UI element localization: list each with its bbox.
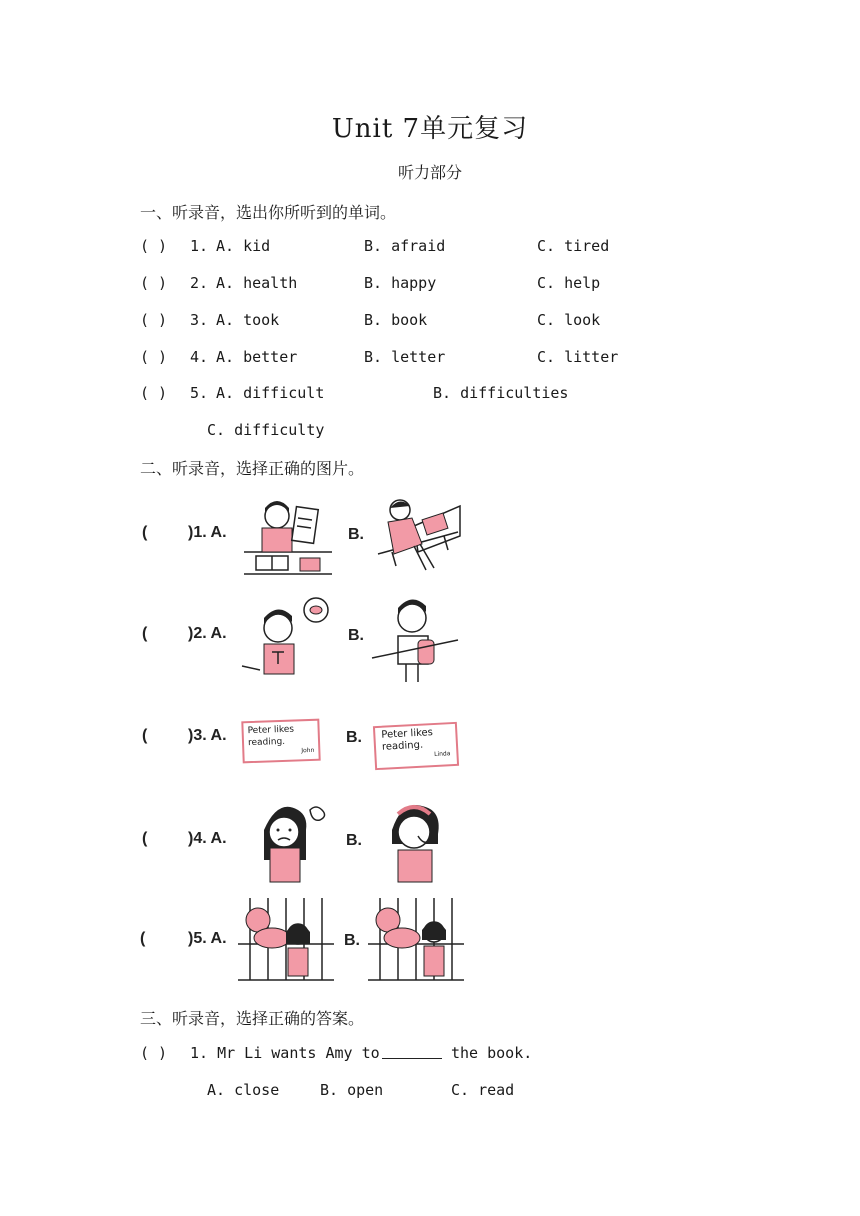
card-line-1: Peter likes: [247, 724, 295, 737]
answer-paren[interactable]: (: [142, 727, 148, 744]
option-c: C. tired: [537, 237, 610, 255]
answer-paren[interactable]: ( ): [140, 311, 168, 329]
item-number-a: )4. A.: [188, 830, 227, 847]
option-b: B. happy: [364, 274, 437, 292]
answer-paren[interactable]: ( ): [140, 1044, 168, 1062]
boy-studying-desk-image[interactable]: [240, 496, 336, 578]
item-number: 2.: [190, 274, 209, 292]
option-b-label: B.: [344, 932, 360, 949]
answer-paren[interactable]: (: [142, 625, 148, 642]
girl-crying-image[interactable]: [382, 800, 462, 884]
card-signature: Linda: [433, 750, 451, 759]
boy-hungry-image[interactable]: [238, 594, 334, 680]
section1-heading: 一、听录音，选出你所听到的单词。: [140, 203, 397, 222]
item-number-a: )5. A.: [188, 930, 227, 947]
girl-tiger-cage-image-b[interactable]: [368, 896, 464, 984]
option-c: C. read: [451, 1081, 515, 1099]
option-b-label: B.: [348, 526, 364, 543]
answer-paren[interactable]: (: [142, 830, 148, 847]
option-b-label: B.: [346, 729, 362, 746]
item-number: 1.: [190, 237, 209, 255]
option-b-label: B.: [348, 627, 364, 644]
page-title: Unit 7单元复习: [331, 114, 529, 144]
option-b: B. book: [364, 311, 428, 329]
answer-paren[interactable]: (: [142, 524, 148, 541]
option-a: A. difficult: [216, 384, 325, 402]
page-subtitle: 听力部分: [397, 163, 462, 182]
girl-angry-image[interactable]: [250, 800, 330, 884]
option-b: B. letter: [364, 348, 446, 366]
card-line-1: Peter likes: [381, 727, 434, 741]
answer-paren[interactable]: (: [140, 930, 146, 947]
answer-paren[interactable]: ( ): [140, 237, 168, 255]
option-a: A. kid: [216, 237, 271, 255]
option-b: B. open: [320, 1081, 384, 1099]
item-number-a: )1. A.: [188, 524, 227, 541]
question-text-after: the book.: [451, 1044, 533, 1062]
option-c: C. difficulty: [207, 421, 325, 439]
item-number: 4.: [190, 348, 209, 366]
note-card-john[interactable]: [241, 719, 320, 764]
option-a: A. health: [216, 274, 298, 292]
boy-backpack-image[interactable]: [372, 596, 462, 682]
answer-paren[interactable]: ( ): [140, 384, 168, 402]
item-number-a: )3. A.: [188, 727, 227, 744]
girl-tiger-cage-image-a[interactable]: [238, 896, 334, 984]
answer-paren[interactable]: ( ): [140, 348, 168, 366]
card-signature: John: [301, 746, 315, 755]
option-a: A. better: [216, 348, 298, 366]
option-b: B. difficulties: [433, 384, 569, 402]
item-number-a: )2. A.: [188, 625, 227, 642]
section2-heading: 二、听录音，选择正确的图片。: [140, 459, 365, 478]
section3-heading: 三、听录音，选择正确的答案。: [140, 1009, 365, 1028]
item-number: 3.: [190, 311, 209, 329]
answer-blank[interactable]: [382, 1046, 442, 1059]
boy-tired-bench-image[interactable]: [374, 496, 464, 580]
option-c: C. litter: [537, 348, 619, 366]
option-b-label: B.: [346, 832, 362, 849]
option-c: C. look: [537, 311, 601, 329]
option-a: A. close: [207, 1081, 280, 1099]
answer-paren[interactable]: ( ): [140, 274, 168, 292]
card-line-2: reading.: [247, 736, 286, 749]
option-b: B. afraid: [364, 237, 446, 255]
option-c: C. help: [537, 274, 601, 292]
question-text-before: 1. Mr Li wants Amy to: [190, 1044, 380, 1062]
option-a: A. took: [216, 311, 280, 329]
card-line-2: reading.: [381, 739, 424, 753]
item-number: 5.: [190, 384, 209, 402]
note-card-linda[interactable]: [373, 722, 459, 770]
